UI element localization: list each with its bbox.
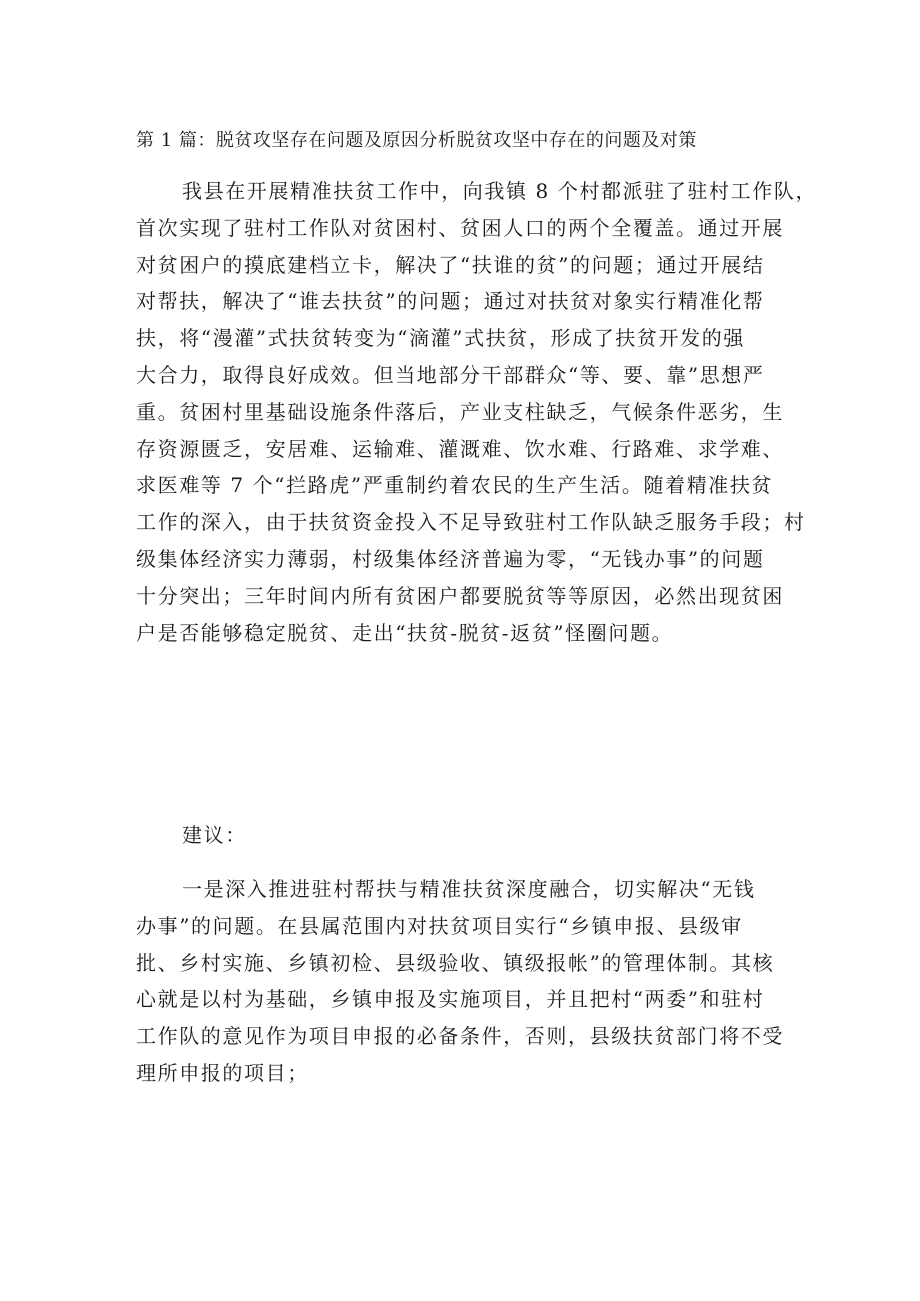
paragraph-line: 十分突出；三年时间内所有贫困户都要脱贫等等原因，必然出现贫困 [136,583,784,608]
paragraph-line: 我县在开展精准扶贫工作中，向我镇 8 个村都派驻了驻村工作队， [182,179,818,203]
paragraph-line: 重。贫困村里基础设施条件落后，产业支柱缺乏，气候条件恶劣，生 [136,399,784,424]
paragraph-line: 户是否能够稳定脱贫、走出“扶贫-脱贫-返贫”怪圈问题。 [136,620,674,645]
paragraph-line: 对帮扶，解决了“谁去扶贫”的问题；通过对扶贫对象实行精准化帮 [136,289,765,314]
paragraph-line: 批、乡村实施、乡镇初检、县级验收、镇级报帐”的管理体制。其核 [136,950,775,975]
paragraph-line: 求医难等 7 个“拦路虎”严重制约着农民的生产生活。随着精准扶贫 [136,473,774,498]
paragraph-suggestion-heading [136,817,788,854]
paragraph-suggestion-one [136,871,788,1092]
paragraph-line: 首次实现了驻村工作队对贫困村、贫困人口的两个全覆盖。通过开展 [136,215,784,240]
paragraph-line: 大合力，取得良好成效。但当地部分干部群众“等、要、靠”思想严 [136,362,765,387]
paragraph-line: 理所申报的项目； [136,1060,309,1085]
paragraph-line: 一是深入推进驻村帮扶与精准扶贫深度融合，切实解决“无钱 [182,877,756,901]
paragraph-line: 对贫困户的摸底建档立卡，解决了“扶谁的贫”的问题；通过开展结 [136,252,765,277]
paragraph-line: 工作队的意见作为项目申报的必备条件，否则，县级扶贫部门将不受 [136,1024,784,1049]
paragraph-line: 心就是以村为基础，乡镇申报及实施项目，并且把村“两委”和驻村 [136,987,765,1012]
paragraph-line: 工作的深入，由于扶贫资金投入不足导致驻村工作队缺乏服务手段；村 [136,510,806,535]
paragraph-line: 级集体经济实力薄弱，村级集体经济普遍为零，“无钱办事”的问题 [136,546,765,571]
section-heading: 建议： [182,823,247,847]
document-title: 第 1 篇：脱贫攻坚存在问题及原因分析脱贫攻坚中存在的问题及对策 [136,130,697,151]
paragraph-intro [136,173,818,651]
paragraph-line: 办事”的问题。在县属范围内对扶贫项目实行“乡镇申报、县级审 [136,913,743,938]
paragraph-line: 存资源匮乏，安居难、运输难、灌溉难、饮水难、行路难、求学难、 [136,436,784,461]
paragraph-line: 扶，将“漫灌”式扶贫转变为“滴灌”式扶贫，形成了扶贫开发的强 [136,326,745,351]
